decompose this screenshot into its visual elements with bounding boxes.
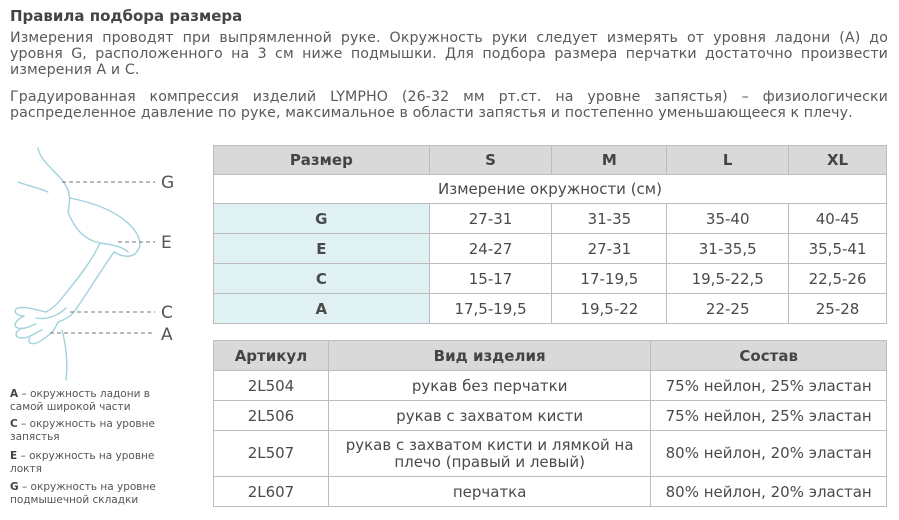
row-label: C — [214, 264, 430, 294]
header-composition: Состав — [651, 341, 887, 371]
measurement-subheader: Измерение окружности (см) — [214, 175, 887, 204]
header-article: Артикул — [214, 341, 329, 371]
article-code: 2L504 — [214, 371, 329, 401]
table-cell: 27-31 — [552, 234, 667, 264]
product-table — [213, 340, 887, 507]
table-cell: 35,5-41 — [789, 234, 887, 264]
instructions-paragraph: Измерения проводят при выпрямленной руке. Окружность руки следует измерять от уровня ладони (А) до уровня G, расположенного на 3 см ниже подмышки. Для подбора размера перчатки достаточно произвести измерения А и С. — [10, 30, 888, 78]
product-type: рукав с захватом кисти — [328, 401, 650, 431]
table-cell: 35-40 — [667, 204, 789, 234]
measurement-lines — [50, 182, 155, 333]
table-cell: 22,5-26 — [789, 264, 887, 294]
page-title: Правила подбора размера — [10, 7, 243, 25]
composition: 75% нейлон, 25% эластан — [651, 371, 887, 401]
legend-key: С — [10, 418, 18, 430]
size-table — [213, 145, 887, 324]
product-type: перчатка — [328, 477, 650, 507]
label-a: A — [161, 325, 173, 345]
table-cell: 17,5-19,5 — [429, 294, 552, 324]
size-table-header — [214, 146, 887, 175]
table-cell: 31-35 — [552, 204, 667, 234]
header-size: Размер — [214, 146, 430, 175]
header-product-type: Вид изделия — [328, 341, 650, 371]
legend-text: – окружность на уровне подмышечной складки — [10, 481, 156, 506]
product-table-header — [214, 341, 887, 371]
legend-item-a — [10, 388, 175, 414]
legend-text: – окружность ладони в самой широкой части — [10, 388, 150, 413]
legend-key: G — [10, 481, 19, 493]
table-row — [214, 371, 887, 401]
row-label: A — [214, 294, 430, 324]
legend-item-e — [10, 450, 175, 476]
article-code: 2L507 — [214, 431, 329, 477]
table-row — [214, 431, 887, 477]
table-row — [214, 204, 887, 234]
table-row — [214, 294, 887, 324]
table-cell: 31-35,5 — [667, 234, 789, 264]
table-cell: 19,5-22,5 — [667, 264, 789, 294]
table-row — [214, 264, 887, 294]
table-cell: 25-28 — [789, 294, 887, 324]
label-e: E — [161, 233, 172, 253]
row-label: E — [214, 234, 430, 264]
product-type: рукав с захватом кисти и лямкой на плечо (правый и левый) — [328, 431, 650, 477]
header-xl: XL — [789, 146, 887, 175]
label-g: G — [161, 173, 175, 193]
legend-item-g — [10, 481, 175, 507]
legend-text: – окружность на уровне локтя — [10, 450, 155, 475]
article-code: 2L607 — [214, 477, 329, 507]
legend-text: – окружность на уровне запястья — [10, 418, 155, 443]
header-s: S — [429, 146, 552, 175]
table-cell: 27-31 — [429, 204, 552, 234]
header-l: L — [667, 146, 789, 175]
arm-outline — [15, 148, 140, 380]
composition: 80% нейлон, 20% эластан — [651, 431, 887, 477]
table-row — [214, 401, 887, 431]
table-cell: 19,5-22 — [552, 294, 667, 324]
table-cell: 15-17 — [429, 264, 552, 294]
table-cell: 40-45 — [789, 204, 887, 234]
header-m: M — [552, 146, 667, 175]
compression-paragraph: Градуированная компрессия изделий LYMPHO (26-32 мм рт.ст. на уровне запястья) – физиологически распределенное давление по руке, максимальное в области запястья и постепенно уменьшающееся к плечу. — [10, 89, 888, 121]
legend-item-c — [10, 418, 175, 444]
table-cell: 22-25 — [667, 294, 789, 324]
article-code: 2L506 — [214, 401, 329, 431]
composition: 80% нейлон, 20% эластан — [651, 477, 887, 507]
label-c: C — [161, 303, 173, 323]
table-row — [214, 477, 887, 507]
row-label: G — [214, 204, 430, 234]
legend-key: Е — [10, 450, 18, 462]
table-cell: 24-27 — [429, 234, 552, 264]
product-type: рукав без перчатки — [328, 371, 650, 401]
legend-key: А — [10, 388, 19, 400]
composition: 75% нейлон, 25% эластан — [651, 401, 887, 431]
arm-measurement-diagram — [0, 140, 200, 385]
table-cell: 17-19,5 — [552, 264, 667, 294]
table-row — [214, 234, 887, 264]
